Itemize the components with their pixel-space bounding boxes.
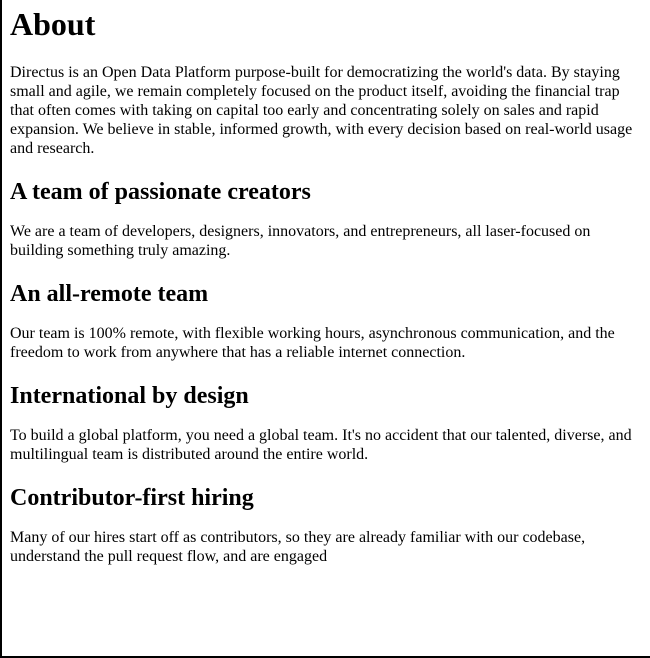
section-heading-international-by-design: International by design <box>10 383 249 409</box>
section-heading-all-remote-team: An all-remote team <box>10 281 209 307</box>
page-title: About <box>10 6 96 42</box>
section-heading-passionate-creators: A team of passionate creators <box>10 179 311 205</box>
section-paragraph-all-remote-team: Our team is 100% remote, with flexible working hours, asynchronous communication, and the freedom to work from anywhere that has a reliable internet connection. <box>10 325 615 361</box>
section-heading-contributor-first-hiring: Contributor-first hiring <box>10 485 254 511</box>
intro-paragraph: Directus is an Open Data Platform purpose-built for democratizing the world's data. By staying small and agile, we remain completely focused on the product itself, avoiding the financial trap that often comes with taking on capital too early and concentrating solely on sales and rapid expansion. We believe in stable, informed growth, with every decision based on real-world usage and research. <box>10 64 633 157</box>
section-paragraph-contributor-first-hiring: Many of our hires start off as contributors, so they are already familiar with our codebase, understand the pull request flow, and are engaged <box>10 529 586 565</box>
section-paragraph-passionate-creators: We are a team of developers, designers, innovators, and entrepreneurs, all laser-focused on building something truly amazing. <box>10 223 591 259</box>
section-paragraph-international-by-design: To build a global platform, you need a global team. It's no accident that our talented, diverse, and multilingual team is distributed around the entire world. <box>10 427 632 463</box>
